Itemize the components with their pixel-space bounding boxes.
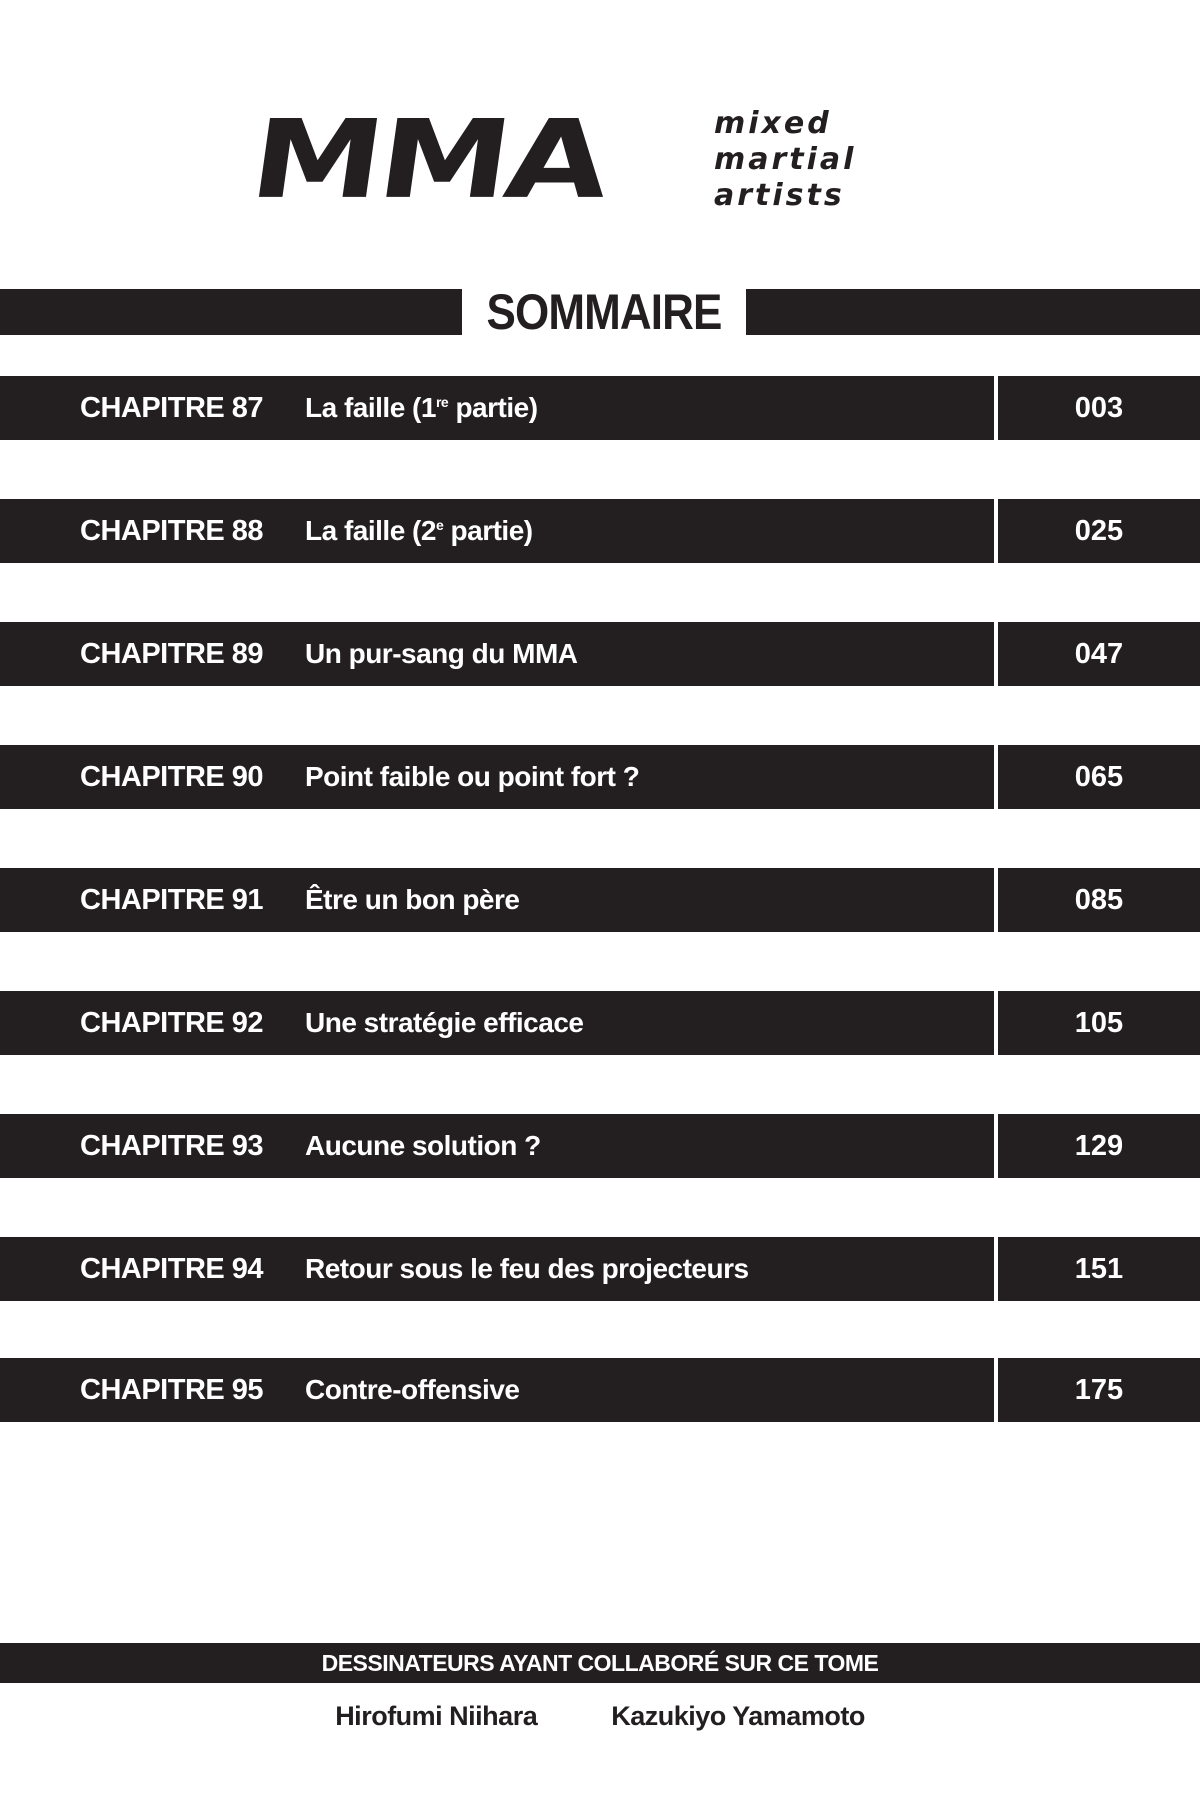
toc-chapter-number: CHAPITRE 90	[80, 761, 264, 793]
toc-page-box	[998, 376, 1200, 440]
toc-chapter-number: CHAPITRE 91	[80, 884, 264, 916]
toc-chapter-number: CHAPITRE 89	[80, 638, 264, 670]
credits-label: DESSINATEURS AYANT COLLABORÉ SUR CE TOME	[321, 1650, 879, 1676]
toc-row-band	[0, 1114, 994, 1178]
toc-page-box	[998, 1358, 1200, 1422]
toc-page-number: 175	[1074, 1374, 1124, 1406]
toc-chapter-title: Une stratégie efficace	[305, 1007, 584, 1038]
toc-page-number: 151	[1074, 1253, 1124, 1285]
toc-chapter-number: CHAPITRE 88	[80, 515, 264, 547]
toc-chapter-number: CHAPITRE 92	[80, 1007, 264, 1039]
toc-row[interactable]	[0, 1237, 1200, 1301]
toc-row[interactable]	[0, 991, 1200, 1055]
logo-subtitle-line: mixed	[714, 106, 832, 141]
toc-row[interactable]	[0, 622, 1200, 686]
toc-row-band	[0, 868, 994, 932]
toc-page-number: 047	[1074, 638, 1124, 670]
toc-row[interactable]	[0, 1114, 1200, 1178]
toc-page-box	[998, 1114, 1200, 1178]
toc-chapter-title: Point faible ou point fort ?	[305, 761, 640, 792]
toc-page-number: 065	[1074, 761, 1124, 793]
toc-chapter-title: Un pur-sang du MMA	[305, 638, 578, 669]
toc-page-box	[998, 1237, 1200, 1301]
toc-page-number: 085	[1074, 884, 1124, 916]
toc-row[interactable]	[0, 1358, 1200, 1422]
toc-chapter-number: CHAPITRE 93	[80, 1130, 264, 1162]
heading-rule-right	[746, 289, 1200, 335]
toc-page-box	[998, 499, 1200, 563]
toc-chapter-title: La faille (1re partie)	[305, 392, 538, 423]
logo-subtitle	[714, 108, 856, 212]
toc-row-band	[0, 499, 994, 563]
toc-page-box	[998, 622, 1200, 686]
toc-row-band	[0, 376, 994, 440]
toc-chapter-title: Aucune solution ?	[305, 1130, 541, 1161]
heading-rule-left	[0, 289, 462, 335]
toc-row[interactable]	[0, 376, 1200, 440]
toc-page-number: 025	[1074, 515, 1124, 547]
artist-name: Hirofumi Niihara	[335, 1701, 538, 1731]
toc-row[interactable]	[0, 868, 1200, 932]
artist-name: Kazukiyo Yamamoto	[611, 1701, 865, 1731]
toc-page-number: 129	[1074, 1130, 1124, 1162]
page-title: SOMMAIRE	[486, 284, 722, 340]
toc-chapter-title: Contre-offensive	[305, 1374, 520, 1405]
logo-subtitle-line: martial	[714, 142, 857, 177]
toc-row[interactable]	[0, 499, 1200, 563]
credits-names	[0, 1696, 1200, 1736]
toc-chapter-number: CHAPITRE 87	[80, 392, 264, 424]
toc-page-box	[998, 745, 1200, 809]
toc-page-box	[998, 868, 1200, 932]
toc-page-number: 105	[1074, 1007, 1124, 1039]
toc-chapter-number: CHAPITRE 94	[80, 1253, 264, 1285]
toc-row-band	[0, 991, 994, 1055]
toc-chapter-number: CHAPITRE 95	[80, 1374, 264, 1406]
toc-row-band	[0, 1237, 994, 1301]
toc-chapter-title: Retour sous le feu des projecteurs	[305, 1253, 749, 1284]
toc-row-band	[0, 622, 994, 686]
credits-banner	[0, 1643, 1200, 1683]
toc-chapter-title: La faille (2e partie)	[305, 515, 533, 546]
toc-chapter-title: Être un bon père	[305, 884, 520, 915]
toc-row-band	[0, 745, 994, 809]
logo-subtitle-line: artists	[714, 178, 845, 213]
toc-page-box	[998, 991, 1200, 1055]
toc-row-band	[0, 1358, 994, 1422]
toc-row[interactable]	[0, 745, 1200, 809]
logo-mark: MMA	[243, 96, 614, 224]
mma-logo	[243, 96, 857, 224]
toc-page-number: 003	[1074, 392, 1124, 424]
